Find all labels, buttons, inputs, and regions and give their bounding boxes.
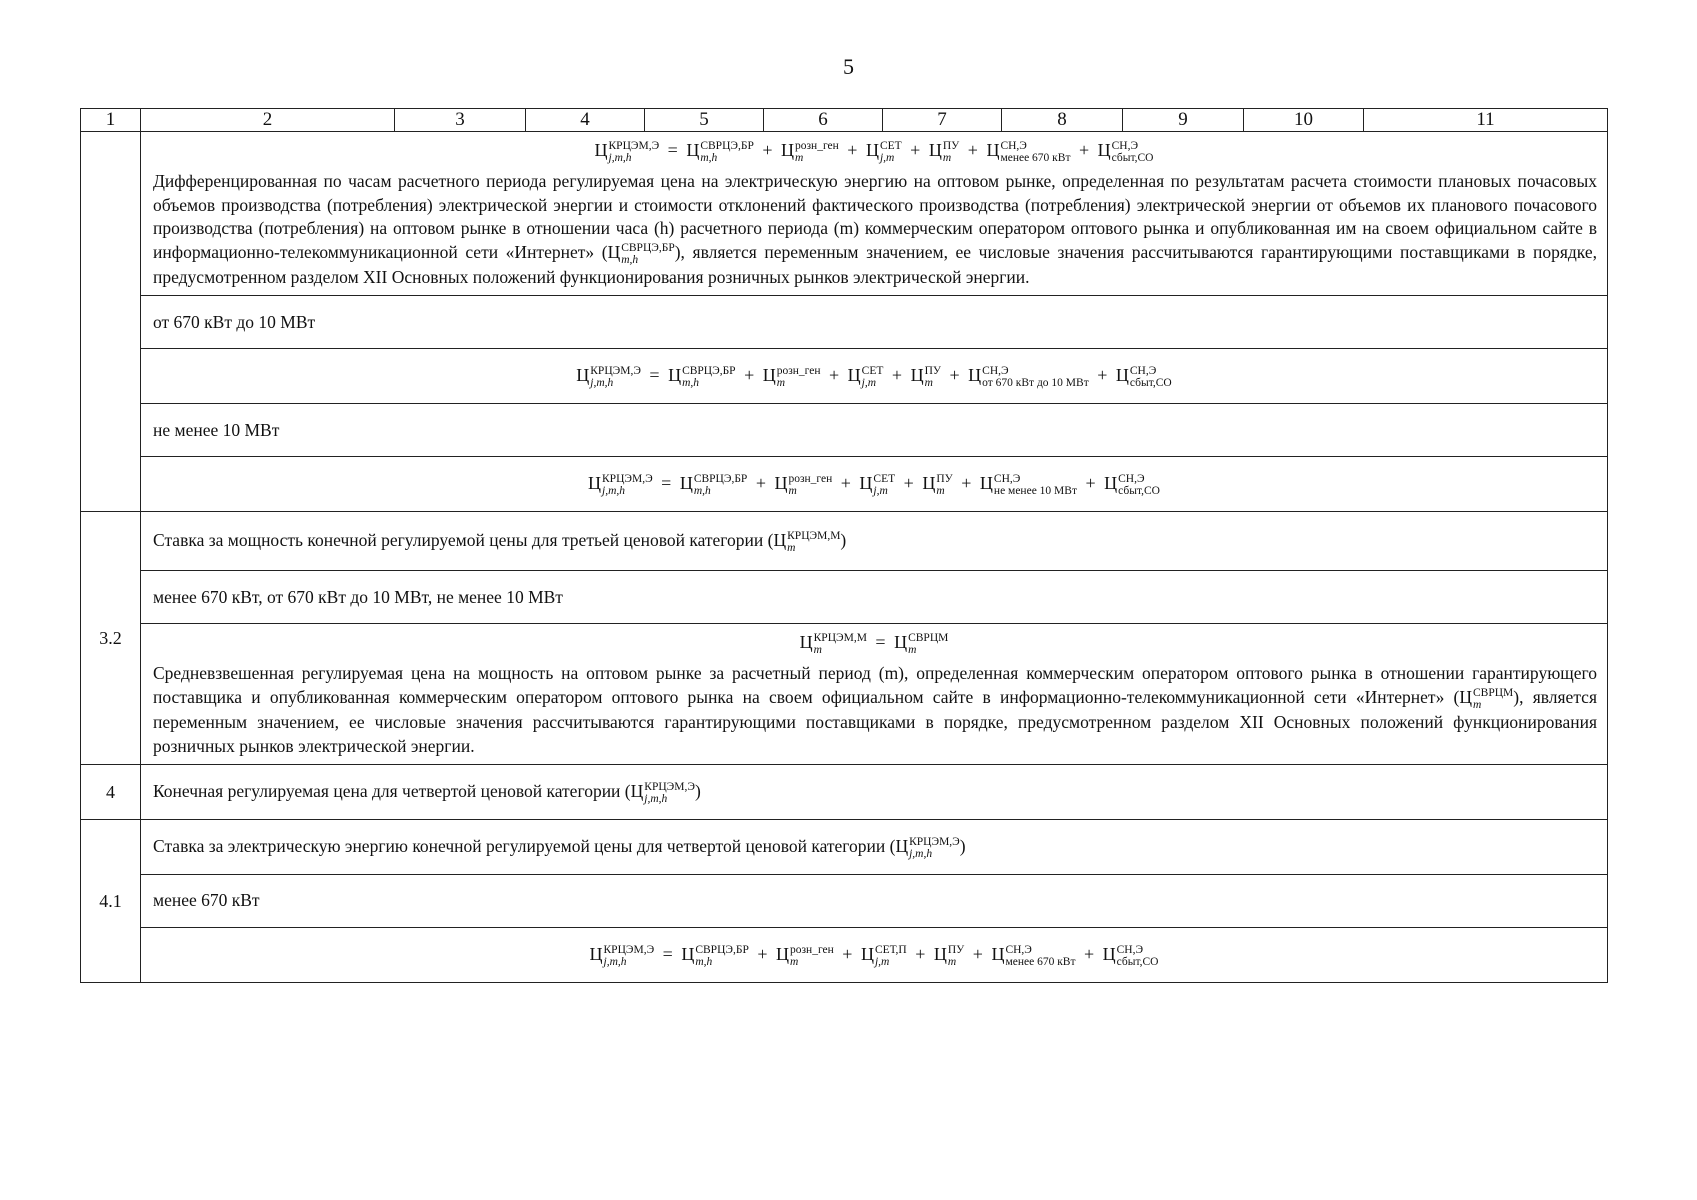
- table-row: [81, 404, 1608, 457]
- table-row: [81, 624, 1608, 765]
- table-row: [81, 349, 1608, 404]
- row-title: Ставка за мощность конечной регулируемой цены для третьей ценовой категории (Ц КРЦЭМ,М m ): [141, 512, 1608, 571]
- col-header: 9: [1123, 109, 1244, 132]
- col-header: 3: [395, 109, 526, 132]
- row-number: 3.2: [81, 512, 141, 765]
- definition-text: Средневзвешенная регулируемая цена на мощность на оптовом рынке за расчетный период (m), определенная коммерческим оператором оптового рынка в отношении гарантирующего поставщика и опубликованная коммерческим оператором оптового рынка на своем официальном сайте в информационно-телекоммуникационной сети «Интернет» (Ц СВРЦМ m ), является переменным значением, ее числовые значения рассчитываются гарантирующими поставщиками в порядке, предусмотренном разделом XII Основных положений функционирования розничных рынков электрической энергии.: [153, 663, 1597, 756]
- col-header: 8: [1002, 109, 1123, 132]
- col-header: 10: [1244, 109, 1364, 132]
- table-row: [81, 512, 1608, 571]
- table-row: [81, 571, 1608, 624]
- row-number: 4.1: [81, 820, 141, 983]
- row-title: Ставка за электрическую энергию конечной регулируемой цены для четвертой ценовой категории (Ц КРЦЭМ,Э j,m,h ): [141, 820, 1608, 875]
- formula-mid: Ц КРЦЭМ,Э j,m,h = Ц СВРЦЭ,БР m,h + Ц розн_ген m + Ц СЕТ j,m + Ц ПУ m + Ц СН,Э от 670 кВт до 10 МВт + Ц СН,Э сбыт,СО: [141, 349, 1608, 404]
- table-row: [81, 132, 1608, 296]
- formula-and-definition-cell: [141, 624, 1608, 765]
- table-row: [81, 457, 1608, 512]
- voltage-label-mid: от 670 кВт до 10 МВт: [141, 296, 1608, 349]
- formula-capacity: Ц КРЦЭМ,М m = Ц СВРЦМ m: [799, 632, 949, 657]
- table-row: [81, 820, 1608, 875]
- voltage-label: менее 670 кВт, от 670 кВт до 10 МВт, не менее 10 МВт: [141, 571, 1608, 624]
- voltage-label-high: не менее 10 МВт: [141, 404, 1608, 457]
- tariff-table: [80, 108, 1608, 983]
- formula-less-670: Ц КРЦЭМ,Э j,m,h = Ц СВРЦЭ,БР m,h + Ц розн_ген m + Ц СЕТ,П j,m + Ц ПУ m + Ц СН,Э менее 670 кВт + Ц СН,Э сбыт,СО: [141, 928, 1608, 983]
- voltage-label: менее 670 кВт: [141, 875, 1608, 928]
- row-number-empty: [81, 132, 141, 512]
- row-number: 4: [81, 765, 141, 820]
- col-header: 7: [883, 109, 1002, 132]
- table-row: [81, 765, 1608, 820]
- formula-and-definition-cell: [141, 132, 1608, 296]
- definition-text: Дифференцированная по часам расчетного периода регулируемая цена на электрическую энергию на оптовом рынке, определенная по результатам расчета стоимости плановых почасовых объемов производства (потребления) электрической энергии и стоимости отклонений фактического производства (потребления) электрической энергии от объемов их планового почасового производства (потребления) на оптовом рынке в отношении часа (h) расчетного периода (m) коммерческим оператором оптового рынка и опубликованная им на своем официальном сайте в информационно-телекоммуникационной сети «Интернет» (Ц СВРЦЭ,БР m,h ), является переменным значением, ее числовые значения рассчитываются гарантирующими поставщиками в порядке, предусмотренном разделом XII Основных положений функционирования розничных рынков электрической энергии.: [153, 170, 1598, 287]
- formula-less-670: Ц КРЦЭМ,Э j,m,h = Ц СВРЦЭ,БР m,h + Ц розн_ген m + Ц СЕТ j,m + Ц ПУ m + Ц СН,Э менее 670 кВт + Ц СН,Э сбыт,СО: [594, 139, 1154, 164]
- row-title: Конечная регулируемая цена для четвертой ценовой категории (Ц КРЦЭМ,Э j,m,h ): [141, 765, 1608, 820]
- col-header: 1: [81, 109, 141, 132]
- col-header: 5: [645, 109, 764, 132]
- col-header: 4: [526, 109, 645, 132]
- table-row: [81, 928, 1608, 983]
- col-header: 11: [1364, 109, 1608, 132]
- col-header: 2: [141, 109, 395, 132]
- table-row: [81, 296, 1608, 349]
- formula-high: Ц КРЦЭМ,Э j,m,h = Ц СВРЦЭ,БР m,h + Ц розн_ген m + Ц СЕТ j,m + Ц ПУ m + Ц СН,Э не менее 10 МВт + Ц СН,Э сбыт,СО: [141, 457, 1608, 512]
- table-row: [81, 875, 1608, 928]
- column-number-row: [81, 109, 1608, 132]
- page-number: 5: [843, 54, 854, 79]
- col-header: 6: [764, 109, 883, 132]
